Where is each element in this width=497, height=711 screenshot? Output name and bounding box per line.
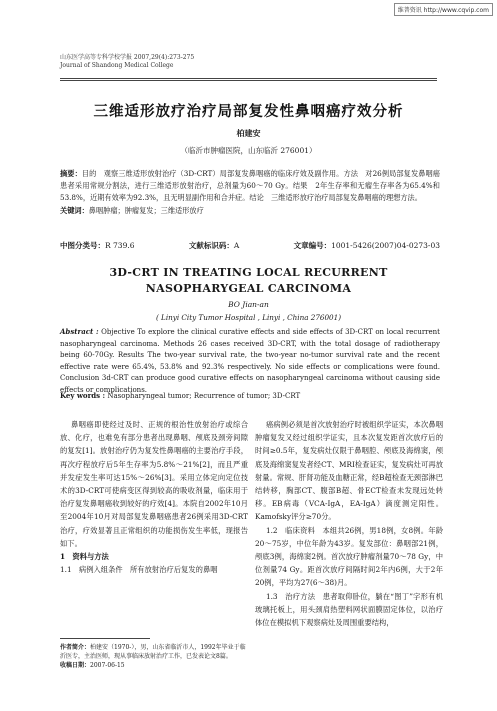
body-left-column xyxy=(60,418,248,576)
english-keywords-text: Nasopharyngeal tumor; Recurrence of tumor; 3D-CRT xyxy=(107,392,301,400)
abstract-chinese xyxy=(60,168,440,217)
footnote-author-text: 柏建安（1970-），男，山东省临沂市人，1992年毕业于临沂医专，主治医师，现从事临床放射治疗工作，已发表论文8篇。 xyxy=(60,644,246,660)
journal-english-name: Journal of Shandong Medical College xyxy=(60,62,174,69)
footnote-rule xyxy=(60,638,150,639)
article-title: 三维适形放疗治疗局部复发性鼻咽癌疗效分析 xyxy=(93,103,404,120)
journal-header xyxy=(60,54,194,70)
clc-number: 中图分类号：R 739.6 xyxy=(60,241,135,250)
abstract-label: 摘要： xyxy=(60,169,82,178)
affiliation: （临沂市肿瘤医院，山东临沂 276001） xyxy=(180,146,317,155)
abstract-text: 目的 观察三维适形放射治疗（3D-CRT）局部复发鼻咽癌的临床疗效及副作用。方法 对26例局部复发鼻咽癌患者采用常规分割法，进行三维适形放射治疗，总剂量为60～70 Gy。结果 2年生存率和无瘤生存率各为65.4%和53.8%，近期有效率为92.3%，且无明显副作用和合并症。结论 三维适形放疗治疗局部复发鼻咽癌的理想方法。 xyxy=(60,169,440,203)
received-label: 收稿日期： xyxy=(60,662,91,669)
english-title-line2: NASOPHARYGEAL CARCINOMA xyxy=(145,282,352,295)
author-name: 柏建安 xyxy=(236,128,261,138)
body-right-column xyxy=(255,418,443,629)
received-date: 2007-06-15 xyxy=(90,662,125,669)
keywords-label: 关键词： xyxy=(60,205,89,215)
document-code: 文献标识码：A xyxy=(188,241,240,250)
english-affiliation: ( Linyi City Tumor Hospital , Linyi , China 276001) xyxy=(155,313,342,322)
article-number: 文章编号：1001-5426(2007)04-0273-03 xyxy=(293,241,440,250)
footnote-author-label: 作者简介： xyxy=(60,644,91,651)
english-author: BO Jian-an xyxy=(228,300,269,309)
english-abstract-label: Abstract : xyxy=(60,327,99,336)
body-paragraph: 1.2 临床资料 本组共26例，男18例，女8例。年龄20～75岁，中位年龄为43岁。复发部位：鼻咽部21例，颅底3例，海绵窦2例。首次放疗肿瘤剂量70～78 Gy，中位剂量74 Gy。距首次放疗间隔时间2年内6例，大于2年20例，平均为27(6～38)月。 xyxy=(255,525,443,588)
journal-citation: 山东医学高等专科学校学报 2007,29(4):273-275 xyxy=(60,54,195,61)
header-rule-thin xyxy=(60,80,437,81)
section-heading: 1 资料与方法 xyxy=(60,552,109,562)
classification-row xyxy=(60,240,440,251)
english-keywords-label: Key words : xyxy=(60,391,106,400)
header-rule xyxy=(60,78,437,79)
english-title xyxy=(0,265,497,297)
keywords-text: 鼻咽肿瘤；肿瘤复发；三维适形放疗 xyxy=(88,205,204,215)
abstract-english xyxy=(60,326,440,396)
english-abstract-text: Objective To explore the clinical curative effects and side effects of 3D-CRT on local recurrent nasopharyngeal carcinoma. Methods 26 cases received 3D-CRT, with the total dosage of radiotherapy being 60-70Gy. Results The two-year survival rate, the two-year no-tumor survival rate and the recent effective rate were 65.4%, 53.8% and 92.3% respectively. No side effects or complications were found. Conclusion 3d-CRT can produce good curative effects on nasopharyngeal carcinoma without causing side effects or complications. xyxy=(60,328,440,394)
watermark: 维普资讯 http://www.cqvip.com xyxy=(394,3,493,16)
footnote xyxy=(60,643,248,670)
body-paragraph: 1.3 治疗方法 患者取仰卧位，躺在“图丁”字形有机玻璃托板上，用头颈肩热塑料网状面膜固定体位，以治疗体位在模拟机下观察病灶及周围重要结构， xyxy=(255,591,443,628)
subsection-heading: 1.1 病例入组条件 所有放射治疗后复发的鼻咽 xyxy=(60,565,218,575)
english-keywords xyxy=(60,391,440,400)
body-paragraph: 癌病例必须是首次放射治疗时被组织学证实，本次鼻咽肿瘤复发又经过组织学证实，且本次复发距首次放疗后的时间≥0.5年，复发病灶仅限于鼻咽腔、颅底及海绵窦，颅底及海绵窦复发者经CT、MRI检查证实，复发病灶可再放射量。常规、肝肾功能及血糖正常，经B超检查无颈部淋巴结转移，胸部CT、腹部B超、骨ECT检查未发现远处转移。EB病毒（VCA-IgA，EA-IgA）滴度测定阳性。Kamofsky评分≥70分。 xyxy=(255,420,443,522)
english-title-line1: 3D-CRT IN TREATING LOCAL RECURRENT xyxy=(109,266,388,279)
body-paragraph: 鼻咽癌即使经过及时、正规的根治性放射治疗或综合放、化疗，也难免有部分患者出现鼻咽、颅底及颈旁间隙的复发[1]。放射治疗仍为复发性鼻咽癌的主要治疗手段，再次疗程放疗后5年生存率为5.8%～21%[2]，而且严重并发症发生率可达15%～26%[3]。采用立体定向定位技术的3D-CRT可使病变区得到较高的吸收剂量，临床用于治疗复发鼻咽癌收到较好的疗效[4]。本院自2002年10月至2004年10月对局部复发鼻咽癌患者26例采用3D-CRT治疗，疗效显著且正常组织的功能损伤发生率低，现报告如下。 xyxy=(60,420,248,548)
